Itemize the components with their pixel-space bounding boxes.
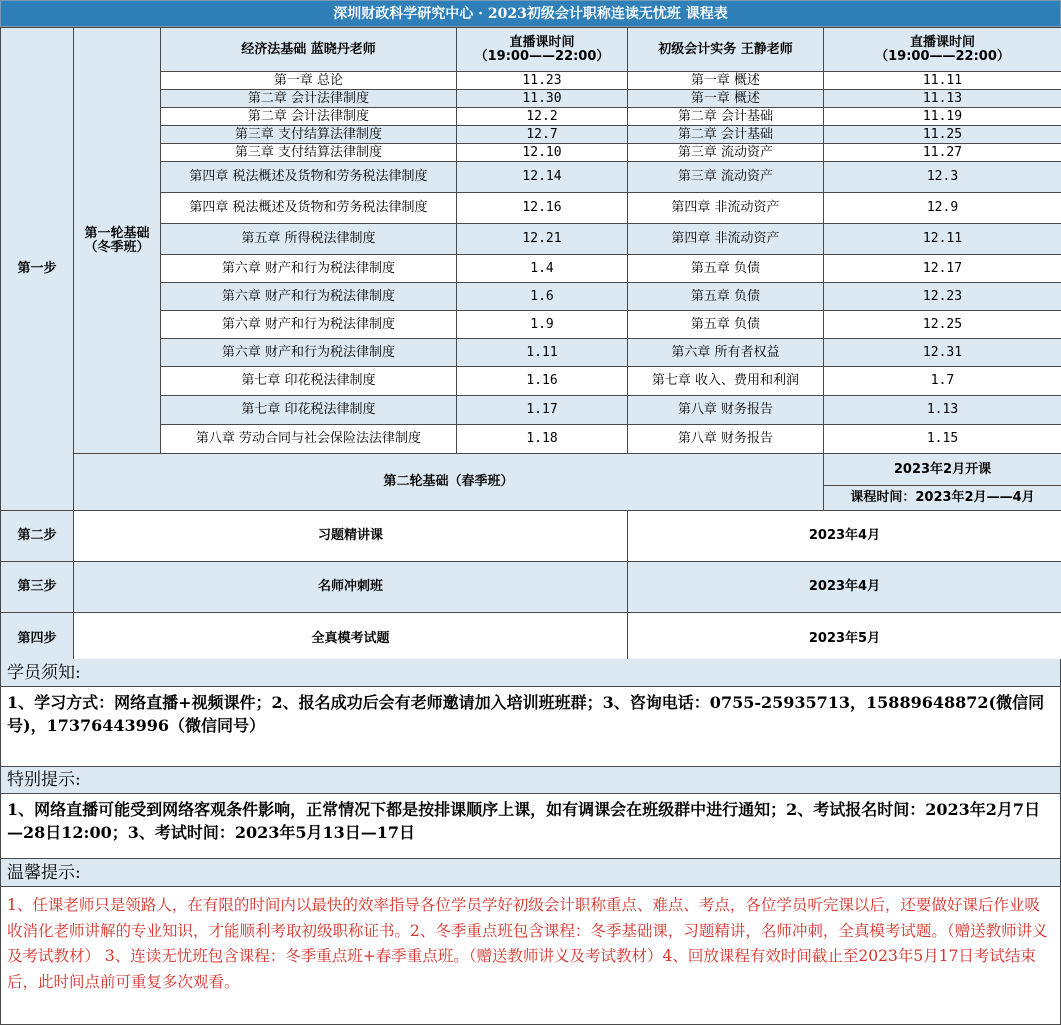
law-chapter: 第四章 税法概述及货物和劳务税法律制度 [161,162,457,193]
schedule-row [1,367,1061,396]
acc-date: 1.15 [824,425,1061,454]
acc-date: 11.13 [824,90,1061,108]
law-chapter: 第二章 会计法律制度 [161,108,457,126]
acc-date: 11.19 [824,108,1061,126]
acc-chapter: 第二章 会计基础 [628,108,824,126]
acc-chapter: 第五章 负债 [628,311,824,339]
schedule-row [1,224,1061,255]
time-label: 直播课时间 [509,34,575,50]
acc-date: 12.31 [824,339,1061,367]
acc-chapter: 第五章 负债 [628,283,824,311]
acc-chapter: 第七章 收入、费用和利润 [628,367,824,396]
law-date: 1.6 [457,283,628,311]
law-time-header [457,28,628,72]
acc-chapter: 第三章 流动资产 [628,144,824,162]
step-two-course: 习题精讲课 [74,511,628,562]
schedule-table [0,27,1061,665]
time-range: （19:00——22:00） [875,48,1010,64]
step-three-label: 第三步 [1,562,74,613]
acc-date: 12.9 [824,193,1061,224]
law-date: 12.14 [457,162,628,193]
acc-date: 12.23 [824,283,1061,311]
schedule-row [1,283,1061,311]
course-acc-header: 初级会计实务 王静老师 [628,28,824,72]
warm-body: 1、任课老师只是领路人，在有限的时间内以最快的效率指导各位学员学好初级会计职称重点、难点、考点，各位学员听完课以后，还要做好课后作业吸收消化老师讲解的专业知识，才能顺利考取初级职称证书。2、冬季重点班包含课程：冬季基础课，习题精讲，名师冲刺，全真模考试题。（赠送教师讲义及考试教材） 3、连读无忧班包含课程：冬季重点班+春季重点班。（赠送教师讲义及考试教材）4、回放课程有效时间截止至2023年5月17日考试结束后，此时间点前可重复多次观看。 [0,887,1061,1025]
law-date: 1.4 [457,255,628,283]
law-chapter: 第六章 财产和行为税法律制度 [161,311,457,339]
law-date: 12.2 [457,108,628,126]
acc-date: 11.25 [824,126,1061,144]
schedule-row [1,90,1061,108]
notice-body: 1、学习方式：网络直播+视频课件；2、报名成功后会有老师邀请加入培训班班群；3、咨询电话：0755-25935713，15889648872(微信同号)，17376443996（微信同号） [0,687,1061,767]
schedule-row [1,72,1061,90]
time-label: 直播课时间 [909,34,975,50]
schedule-row [1,339,1061,367]
schedule-row [1,162,1061,193]
law-chapter: 第一章 总论 [161,72,457,90]
law-chapter: 第八章 劳动合同与社会保险法法律制度 [161,425,457,454]
schedule-row [1,396,1061,425]
acc-date: 1.13 [824,396,1061,425]
acc-date: 12.11 [824,224,1061,255]
acc-chapter: 第四章 非流动资产 [628,193,824,224]
schedule-row [1,311,1061,339]
round-one-sub: （冬季班） [84,239,150,255]
law-chapter: 第六章 财产和行为税法律制度 [161,255,457,283]
step-one-label: 第一步 [1,28,74,511]
page-title: 深圳财政科学研究中心 · 2023初级会计职称连读无忧班 课程表 [0,0,1061,27]
law-chapter: 第四章 税法概述及货物和劳务税法律制度 [161,193,457,224]
time-range: （19:00——22:00） [474,48,610,64]
schedule-row [1,193,1061,224]
law-chapter: 第六章 财产和行为税法律制度 [161,283,457,311]
warm-title: 温馨提示: [0,859,1061,887]
acc-date: 12.25 [824,311,1061,339]
step-four-label: 第四步 [1,613,74,665]
notice-title: 学员须知: [0,659,1061,687]
schedule-row [1,255,1061,283]
law-date: 1.17 [457,396,628,425]
law-date: 1.16 [457,367,628,396]
law-chapter: 第七章 印花税法律制度 [161,367,457,396]
step-four-date: 2023年5月 [628,613,1061,665]
step-two-label: 第二步 [1,511,74,562]
acc-chapter: 第四章 非流动资产 [628,224,824,255]
acc-chapter: 第一章 概述 [628,90,824,108]
law-chapter: 第三章 支付结算法律制度 [161,126,457,144]
special-title: 特别提示: [0,767,1061,794]
acc-date: 11.27 [824,144,1061,162]
schedule-row [1,425,1061,454]
acc-chapter: 第八章 财务报告 [628,396,824,425]
course-law-header: 经济法基础 蓝晓丹老师 [161,28,457,72]
law-date: 1.11 [457,339,628,367]
round-two-period: 课程时间：2023年2月——4月 [824,486,1061,511]
acc-chapter: 第二章 会计基础 [628,126,824,144]
round-one-title: 第一轮基础 [84,225,150,241]
law-date: 12.21 [457,224,628,255]
acc-time-header [824,28,1061,72]
acc-date: 1.7 [824,367,1061,396]
acc-chapter: 第八章 财务报告 [628,425,824,454]
law-date: 1.18 [457,425,628,454]
step-two-date: 2023年4月 [628,511,1061,562]
round-two-start: 2023年2月开课 [824,454,1061,486]
acc-date: 12.17 [824,255,1061,283]
law-date: 11.30 [457,90,628,108]
acc-chapter: 第五章 负债 [628,255,824,283]
round-two-label: 第二轮基础（春季班） [74,454,824,511]
schedule-row [1,108,1061,126]
schedule-row [1,126,1061,144]
law-chapter: 第三章 支付结算法律制度 [161,144,457,162]
law-date: 12.7 [457,126,628,144]
acc-chapter: 第一章 概述 [628,72,824,90]
law-date: 12.16 [457,193,628,224]
acc-date: 11.11 [824,72,1061,90]
law-date: 11.23 [457,72,628,90]
schedule-row [1,144,1061,162]
acc-chapter: 第六章 所有者权益 [628,339,824,367]
acc-chapter: 第三章 流动资产 [628,162,824,193]
law-chapter: 第七章 印花税法律制度 [161,396,457,425]
special-body: 1、网络直播可能受到网络客观条件影响，正常情况下都是按排课顺序上课，如有调课会在班级群中进行通知；2、考试报名时间：2023年2月7日—28日12:00；3、考试时间：2023年5月13日—17日 [0,794,1061,859]
step-three-date: 2023年4月 [628,562,1061,613]
law-chapter: 第五章 所得税法律制度 [161,224,457,255]
law-chapter: 第二章 会计法律制度 [161,90,457,108]
law-date: 12.10 [457,144,628,162]
acc-date: 12.3 [824,162,1061,193]
round-one-label [74,28,161,454]
law-date: 1.9 [457,311,628,339]
step-four-course: 全真模考试题 [74,613,628,665]
step-three-course: 名师冲刺班 [74,562,628,613]
law-chapter: 第六章 财产和行为税法律制度 [161,339,457,367]
